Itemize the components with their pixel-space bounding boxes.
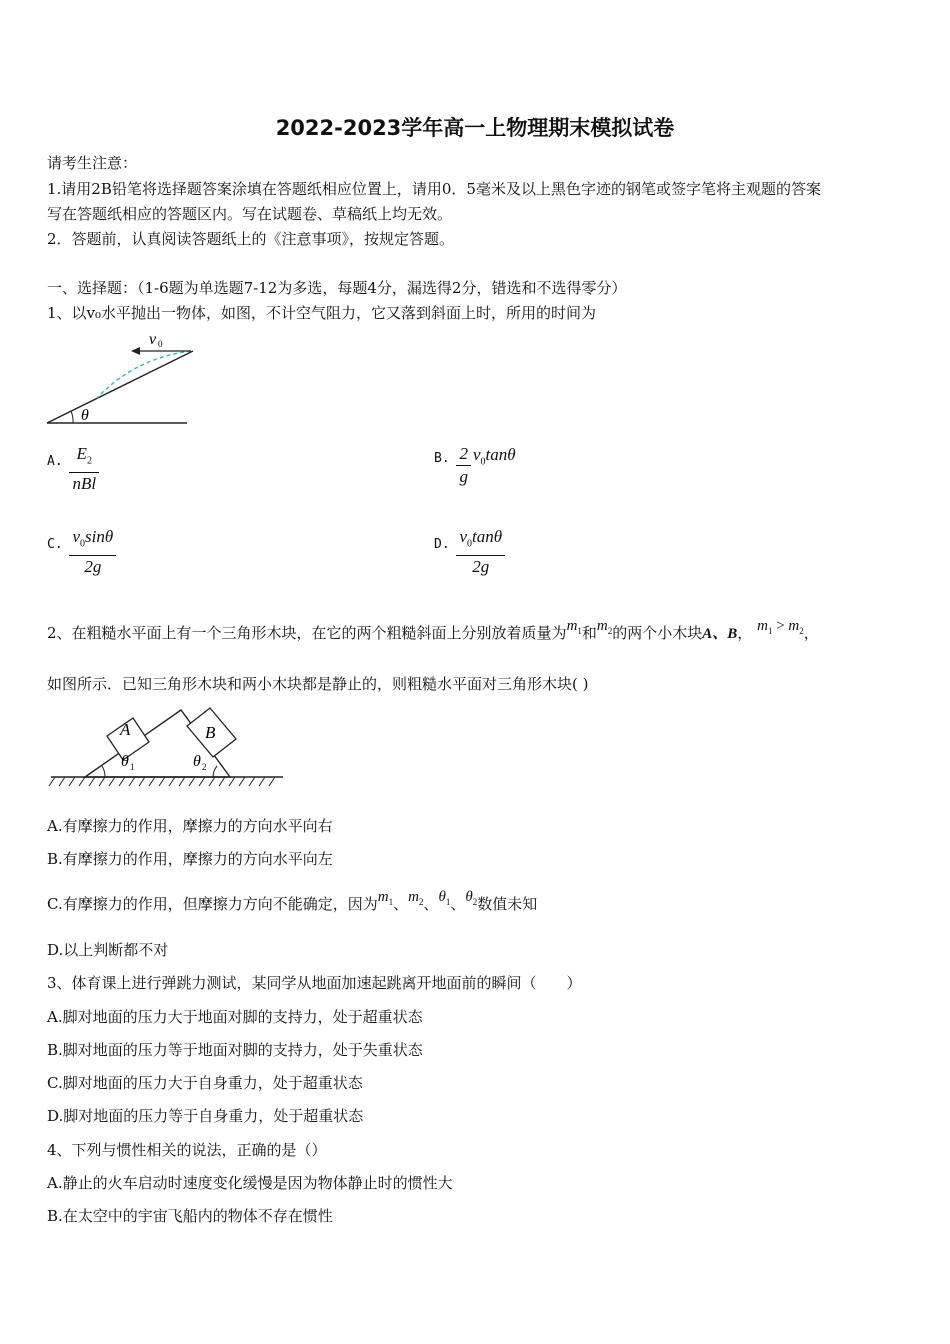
q1-option-d: D. $\frac{v_0\tan\theta}{2g}$ <box>434 527 507 577</box>
question-1-stem: 1、以v₀水平抛出一物体，如图，不计空气阻力，它又落到斜面上时，所用的时间为 <box>47 304 597 322</box>
q2-option-d: D.以上判断都不对 <box>47 941 169 959</box>
question-2-stem-line-1: 2、在粗糙水平面上有一个三角形木块，在它的两个粗糙斜面上分别放着质量为$m_1$和$m_2$的两个小木块A、B， $m_1 > m_2$， <box>47 618 819 642</box>
incline-line <box>47 351 193 423</box>
question-1-figure <box>45 328 195 426</box>
arrow-head-icon <box>131 347 140 355</box>
notice-item-1-line-1: 1.请用2B铅笔将选择题答案涂填在答题纸相应位置上，请用0．5毫米及以上黑色字迹的钢笔或签字笔将主观题的答案 <box>47 180 821 198</box>
q4-option-b: B.在太空中的宇宙飞船内的物体不存在惯性 <box>47 1207 333 1225</box>
question-3-stem: 3、体育课上进行弹跳力测试，某同学从地面加速起跳离开地面前的瞬间（ ） <box>47 974 582 992</box>
page-title: 2022-2023学年高一上物理期末模拟试卷 <box>275 116 675 140</box>
fig-label-b: B <box>205 723 216 742</box>
notice-item-1-line-2: 写在答题纸相应的答题区内。写在试题卷、草稿纸上均无效。 <box>47 205 453 223</box>
fig-theta-label: θ <box>81 407 89 424</box>
question-2-stem-line-2: 如图所示．已知三角形木块和两小木块都是静止的，则粗糙水平面对三角形木块( ) <box>47 675 589 693</box>
svg-text:2: 2 <box>202 762 207 772</box>
section-heading: 一、选择题：（1-6题为单选题7-12为多选，每题4分，漏选得2分，错选和不选得零分） <box>47 279 627 297</box>
q2-option-a: A.有摩擦力的作用，摩擦力的方向水平向右 <box>47 817 333 835</box>
q1-option-a: A. $\frac{E_2}{\text{nBl}}$ <box>47 444 101 494</box>
notice-heading: 请考生注意： <box>47 154 138 172</box>
q1-option-b: B. $\frac{2}{g}$ $v_0\tan\theta$ <box>434 444 516 486</box>
q1-option-c: C. $\frac{v_0\sin\theta}{2g}$ <box>47 527 118 577</box>
q4-option-a: A.静止的火车启动时速度变化缓慢是因为物体静止时的惯性大 <box>47 1174 453 1192</box>
q3-option-c: C.脚对地面的压力大于自身重力，处于超重状态 <box>47 1074 363 1092</box>
fig-label-a: A <box>120 720 131 739</box>
svg-text:θ: θ <box>193 753 201 770</box>
svg-text:θ: θ <box>121 753 129 770</box>
q3-option-b: B.脚对地面的压力等于地面对脚的支持力，处于失重状态 <box>47 1041 423 1059</box>
svg-text:1: 1 <box>130 762 135 772</box>
ground-hatching <box>49 777 275 786</box>
q3-option-a: A.脚对地面的压力大于地面对脚的支持力，处于超重状态 <box>47 1008 423 1026</box>
q3-option-d: D.脚对地面的压力等于自身重力，处于超重状态 <box>47 1107 364 1125</box>
question-4-stem: 4、下列与惯性相关的说法，正确的是（） <box>47 1141 327 1159</box>
fig-velocity-label: v <box>149 331 157 348</box>
question-2-figure <box>47 700 287 792</box>
q2-option-b: B.有摩擦力的作用，摩擦力的方向水平向左 <box>47 850 333 868</box>
svg-text:0: 0 <box>158 339 163 349</box>
q2-option-c: C.有摩擦力的作用，但摩擦力方向不能确定，因为$m_1$、$m_2$、$\theta_1$、$\theta_2$数值未知 <box>47 889 538 913</box>
notice-item-2: 2．答题前，认真阅读答题纸上的《注意事项》，按规定答题。 <box>47 230 455 248</box>
